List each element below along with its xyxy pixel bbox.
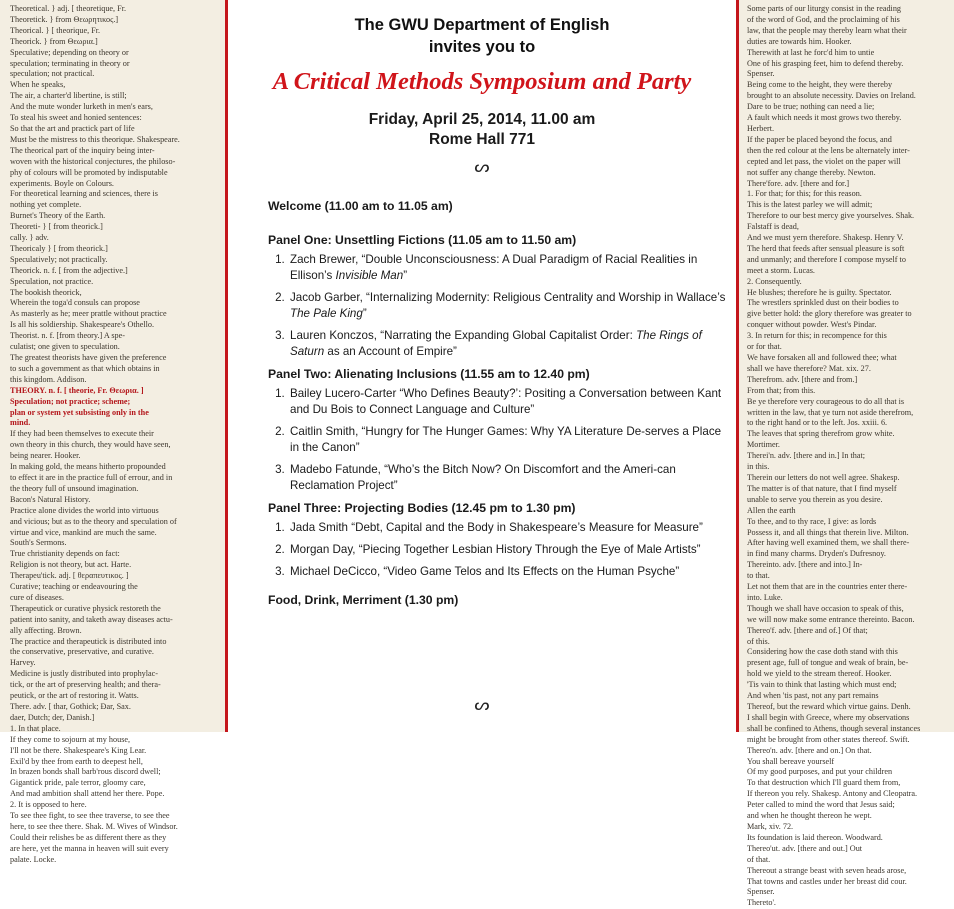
- dictionary-line: 'Tis vain to think that lasting which must end;: [747, 680, 897, 690]
- dictionary-line: then the red colour at the lens be alternately inter-: [747, 145, 910, 155]
- dictionary-line: virtue and vice, mankind are much the same.: [10, 527, 157, 537]
- dictionary-scan-left: [0, 0, 228, 864]
- dictionary-line: In brazen bonds shall barb'rous discord dwell;: [10, 767, 161, 777]
- dictionary-line: Spenser.: [747, 887, 775, 897]
- dictionary-line: Burnet's Theory of the Earth.: [10, 211, 106, 221]
- dictionary-line: 2. It is opposed to here.: [10, 800, 87, 810]
- dictionary-line: South's Sermons.: [10, 538, 67, 548]
- dictionary-line: The herd that feeds after sensual pleasure is soft: [747, 243, 905, 253]
- dictionary-line: Be ye therefore very courageous to do all that is: [747, 396, 905, 406]
- dictionary-line: Thereo'f. adv. [there and of.] Of that;: [747, 625, 868, 635]
- dictionary-line: The practice and therapeutick is distributed into: [10, 636, 167, 646]
- dictionary-line: Medicine is justly distributed into prophylac-: [10, 669, 159, 679]
- dictionary-line: Theoricaly } [ from theorick.]: [10, 243, 108, 253]
- dictionary-line: The bookish theorick,: [10, 287, 82, 297]
- dictionary-line: Harvey.: [10, 658, 36, 668]
- dictionary-line: The matter is of that nature, that I find myself: [747, 483, 897, 493]
- dictionary-line: this kingdom. Addison.: [10, 374, 87, 384]
- dictionary-line: written in the law, that ye turn not aside therefrom,: [747, 407, 914, 417]
- dictionary-line: Falstaff is dead,: [747, 222, 799, 232]
- talk-item: 3. Madebo Fatunde, “Who’s the Bitch Now? On Discomfort and the Ameri-can Reclamation Project”: [288, 462, 728, 494]
- dictionary-line: From that; from this.: [747, 385, 816, 395]
- dictionary-line: Its foundation is laid thereon. Woodward.: [747, 832, 883, 842]
- dictionary-line: Thereto'.: [747, 898, 776, 908]
- talk-list: [268, 252, 728, 360]
- dictionary-line: When he speaks,: [10, 80, 66, 90]
- invitation-header: [228, 14, 736, 174]
- dictionary-line: This is the latest parley we will admit;: [747, 200, 873, 210]
- dictionary-line: Must be the mistress to this theorique. Shakespeare.: [10, 134, 180, 144]
- dictionary-line: ally affecting. Brown.: [10, 625, 82, 635]
- dictionary-line: law, that the people may thereby learn what their: [747, 25, 907, 35]
- dictionary-line: own theory in this church, they would have seen,: [10, 440, 171, 450]
- dictionary-line: If they come to sojourn at my house,: [10, 734, 131, 744]
- dictionary-line: Speculative; depending on theory or: [10, 47, 129, 57]
- ornament-top-icon: ᔕ: [474, 157, 490, 176]
- dictionary-line: patient into sanity, and taketh away diseases actu-: [10, 614, 173, 624]
- dictionary-line: Theoretical. } adj. [ theoretique, Fr.: [10, 4, 127, 13]
- dictionary-line: to that.: [747, 571, 770, 581]
- dictionary-line: Theorical. } [ theorique, Fr.: [10, 25, 101, 35]
- dictionary-line: Thereof, but the reward which virtue gains. Denh.: [747, 702, 911, 711]
- panel-two: [268, 366, 728, 494]
- dictionary-line: I shall begin with Greece, where my observations: [747, 712, 910, 722]
- dictionary-line: There'fore. adv. [there and for.]: [747, 178, 850, 188]
- dictionary-line: Mortimer.: [747, 440, 780, 450]
- dictionary-line: For theoretical learning and sciences, there is: [10, 189, 158, 199]
- dictionary-line: hold we yield to the stream thereof. Hooker.: [747, 669, 892, 679]
- dictionary-line: Speculation; not practice; scheme;: [10, 396, 131, 406]
- dictionary-line: duties are towards him. Hooker.: [747, 36, 852, 46]
- dictionary-line: Theorist. n. f. [from theory.] A spe-: [10, 331, 125, 341]
- dictionary-line: You shall bereave yourself: [747, 756, 835, 766]
- dictionary-line: conquer without powder. West's Pindar.: [747, 320, 877, 330]
- dictionary-line: cally. } adv.: [10, 233, 49, 243]
- dictionary-line: Peter called to mind the word that Jesus said;: [747, 800, 895, 810]
- event-date: Friday, April 25, 2014, 11.00 am: [368, 111, 596, 128]
- panel-three: [268, 500, 728, 580]
- dictionary-line: 1. For that; for this; for this reason.: [747, 189, 862, 199]
- dictionary-line: shall we have therefore? Mat. xix. 27.: [747, 363, 871, 373]
- invite-line: invites you to: [428, 38, 536, 56]
- dictionary-line: meet a storm. Lucas.: [747, 265, 815, 275]
- dictionary-line: the conservative, preservative, and curative.: [10, 647, 154, 657]
- dictionary-text-left: [0, 0, 225, 866]
- dictionary-line: Therefrom. adv. [there and from.]: [747, 374, 858, 384]
- dictionary-line: 2. Consequently.: [747, 276, 802, 286]
- talk-item: 2. Morgan Day, “Piecing Together Lesbian History Through the Eye of Male Artists”: [288, 542, 728, 558]
- dictionary-line: speculation; terminating in theory or: [10, 58, 130, 68]
- talk-item: 1. Jada Smith “Debt, Capital and the Body in Shakespeare’s Measure for Measure”: [288, 520, 728, 536]
- dictionary-line: So that the art and practick part of life: [10, 123, 135, 133]
- dictionary-line: woven with the historical conjectures, the philoso-: [10, 156, 176, 166]
- dictionary-line: Speculation, not practice.: [10, 276, 94, 286]
- dictionary-line: in find many charms. Dryden's Dufresnoy.: [747, 549, 886, 559]
- dictionary-line: phy of colours will be promoted by indisputable: [10, 167, 168, 177]
- dictionary-line: That towns and castles under her breast did cour.: [747, 876, 907, 886]
- dictionary-line: To steal his sweet and honied sentences:: [10, 113, 142, 123]
- dictionary-line: Religion is not theory, but act. Harte.: [10, 560, 132, 570]
- dictionary-line: we will now make some entrance thereinto. Bacon.: [747, 614, 915, 624]
- dictionary-line: One of his grasping feet, him to defend thereby.: [747, 58, 904, 68]
- dictionary-line: To that destruction which I'll guard them from,: [747, 778, 901, 788]
- dictionary-line: Theorick. n. f. [ from the adjective.]: [10, 265, 128, 275]
- event-room: Rome Hall 771: [429, 131, 535, 148]
- dictionary-line: tick, or the art of preserving health; and thera-: [10, 680, 161, 690]
- dictionary-line: If they had been themselves to execute their: [10, 429, 154, 439]
- dictionary-line: unable to serve you therein as you desire.: [747, 494, 883, 504]
- dictionary-line: Mark, xiv. 72.: [747, 821, 794, 831]
- dictionary-line: I'll not be there. Shakespeare's King Lear.: [10, 745, 147, 755]
- dictionary-line: Exil'd by thee from earth to deepest hell,: [10, 756, 143, 766]
- ornament-bottom-icon: ᔕ: [474, 695, 490, 714]
- dictionary-line: 3. In return for this; in recompence for this: [747, 331, 887, 341]
- dictionary-line: Could their relishes be as different there as they: [10, 832, 167, 842]
- panel-heading: Panel Three: Projecting Bodies (12.45 pm to 1.30 pm): [268, 501, 576, 515]
- talk-item: 1. Zach Brewer, “Double Unconsciousness: A Dual Paradigm of Racial Realities in Ellison’s Invisible Man”: [288, 252, 728, 284]
- welcome-heading: Welcome (11.00 am to 11.05 am): [268, 199, 453, 213]
- dictionary-line: Dare to be true; nothing can need a lie;: [747, 102, 875, 112]
- event-title: A Critical Methods Symposium and Party: [272, 68, 692, 95]
- dictionary-line: cepted and let pass, the violet on the paper will: [747, 156, 901, 166]
- talk-item: 1. Bailey Lucero-Carter “Who Defines Beauty?’: Positing a Conversation between Kant and Du Bois to Connect Language and Culture”: [288, 386, 728, 418]
- dictionary-line: or for that.: [747, 342, 782, 352]
- dictionary-line: In making gold, the means hitherto propounded: [10, 462, 166, 472]
- dictionary-line: Is all his soldiership. Shakespeare's Othello.: [10, 320, 155, 330]
- dictionary-line: palate. Locke.: [10, 854, 57, 864]
- dictionary-text-right: [739, 0, 954, 909]
- talk-list: [268, 520, 728, 580]
- dictionary-line: Bacon's Natural History.: [10, 494, 91, 504]
- dictionary-line: Therefore to our best mercy give yourselves. Shak.: [747, 211, 915, 221]
- dictionary-line: There. adv. [ thar, Gothick; Ɖar, Sax.: [10, 702, 131, 711]
- dictionary-line: being nearer. Hooker.: [10, 451, 81, 461]
- dictionary-line: The leaves that spring therefrom grow white.: [747, 429, 895, 439]
- dictionary-line: to such a government as that which obtains in: [10, 363, 160, 373]
- host-line: The GWU Department of English: [354, 16, 610, 34]
- dictionary-line: Though we shall have occasion to speak of this,: [747, 603, 904, 613]
- dictionary-line: peutick, or the art of restoring it. Watts.: [10, 691, 139, 701]
- dictionary-line: A fault which needs it most grows two thereby.: [747, 113, 902, 123]
- dictionary-line: Therewith at last he forc'd him to untie: [747, 47, 875, 57]
- dictionary-line: give better hold: the glory therefore was greater to: [747, 309, 912, 319]
- dictionary-line: speculation; not practical.: [10, 69, 95, 79]
- talk-item: 3. Lauren Konczos, “Narrating the Expanding Global Capitalist Order: The Rings of Saturn as an Account of Empire”: [288, 328, 728, 360]
- dictionary-line: Theoreti- } [ from theorick.]: [10, 222, 103, 232]
- dictionary-line: If thereon you rely. Shakesp. Antony and Cleopatra.: [747, 789, 917, 799]
- talk-item: 2. Jacob Garber, “Internalizing Modernity: Religious Centrality and Worship in Wallace’s The Pale King”: [288, 290, 728, 322]
- dictionary-line: Possess it, and all things that therein live. Milton.: [747, 527, 909, 537]
- dictionary-line: Spenser.: [747, 69, 775, 79]
- dictionary-line: And when 'tis past, not any part remains: [747, 691, 879, 701]
- dictionary-line: and when he thought thereon he wept.: [747, 811, 872, 821]
- dictionary-line: True christianity depends on fact:: [10, 549, 120, 559]
- dictionary-scan-right: [736, 0, 954, 908]
- dictionary-line: And mad ambition shall attend her there. Pope.: [10, 789, 165, 799]
- dictionary-line: Herbert.: [747, 123, 775, 133]
- dictionary-line: To thee, and to thy race, I give: as lords: [747, 516, 877, 526]
- dictionary-line: Wherein the toga'd consuls can propose: [10, 298, 140, 308]
- dictionary-line: 1. In that place.: [10, 723, 61, 733]
- dictionary-line: the theory full of unsound imagination.: [10, 483, 139, 493]
- talk-item: 2. Caitlin Smith, “Hungry for The Hunger Games: Why YA Literature De-serves a Place in the Canon”: [288, 424, 728, 456]
- dictionary-line: Curative; teaching or endeavouring the: [10, 582, 138, 592]
- dictionary-line: To see thee fight, to see thee traverse, to see thee: [10, 811, 170, 821]
- dictionary-line: Therapeu'tick. adj. [ θεραπευτικος. ]: [10, 571, 129, 581]
- dictionary-line: Thereinto. adv. [there and into.] In-: [747, 560, 863, 570]
- dictionary-line: THEORY. n. f. [ theorie, Fr. Θεωρια. ]: [10, 385, 144, 395]
- panel-one: [268, 232, 728, 360]
- dictionary-line: plan or system yet subsisting only in the: [10, 407, 149, 417]
- dictionary-line: The air, a charter'd libertine, is still;: [10, 91, 127, 101]
- dictionary-line: to the right hand or to the left. Jos. xxiii. 6.: [747, 418, 888, 428]
- dictionary-line: and unmanly; and therefore I compose myself to: [747, 254, 906, 264]
- dictionary-line: Being come to the height, they were thereby: [747, 80, 893, 90]
- dictionary-line: nothing yet complete.: [10, 200, 82, 210]
- dictionary-line: Gigantick pride, pale terror, gloomy care,: [10, 778, 146, 788]
- dictionary-line: If the paper be placed beyond the focus, and: [747, 134, 892, 144]
- panel-heading: Panel One: Unsettling Fictions (11.05 am to 11.50 am): [268, 233, 577, 247]
- dictionary-line: Thereout a strange beast with seven heads arose,: [747, 865, 907, 875]
- dictionary-line: Theoretick. } from Θεωρητικος.]: [10, 14, 119, 24]
- dictionary-line: Thereo'n. adv. [there and on.] On that.: [747, 745, 872, 755]
- dictionary-line: in this.: [747, 462, 770, 472]
- dictionary-line: not suffer any change thereby. Newton.: [747, 167, 876, 177]
- dictionary-line: daer, Dutch; der, Danish.]: [10, 712, 95, 722]
- dictionary-line: of this.: [747, 636, 770, 646]
- talk-item: 3. Michael DeCicco, “Video Game Telos and Its Effects on the Human Psyche”: [288, 564, 728, 580]
- dictionary-line: of that.: [747, 854, 771, 864]
- dictionary-line: Practice alone divides the world into virtuous: [10, 505, 159, 515]
- talk-list: [268, 386, 728, 494]
- dictionary-line: Thereo'ut. adv. [there and out.] Out: [747, 843, 863, 853]
- closing-heading: Food, Drink, Merriment (1.30 pm): [268, 593, 459, 607]
- dictionary-line: We have forsaken all and followed thee; what: [747, 353, 897, 362]
- dictionary-line: brought to an absolute necessity. Davies on Ireland.: [747, 91, 916, 101]
- dictionary-line: to effect it are in the practice full of errour, and in: [10, 472, 173, 482]
- dictionary-line: shall be confined to Athens, though several instances: [747, 723, 921, 733]
- dictionary-line: cure of diseases.: [10, 592, 64, 602]
- dictionary-line: And the mute wonder lurketh in men's ears,: [10, 102, 153, 112]
- program: [268, 198, 728, 608]
- invitation: [228, 0, 736, 732]
- dictionary-line: Considering how the case doth stand with this: [747, 647, 898, 657]
- dictionary-line: Therei'n. adv. [there and in.] In that;: [747, 451, 866, 461]
- dictionary-line: Some parts of our liturgy consist in the reading: [747, 4, 902, 13]
- dictionary-line: are here, yet the manna in heaven will suit every: [10, 843, 169, 853]
- dictionary-line: here, to see thee there. Shak. M. Wives of Windsor.: [10, 821, 178, 831]
- dictionary-line: might be brought from other states thereof. Swift.: [747, 734, 910, 744]
- dictionary-line: Theorick. } from Θεωρια.]: [10, 36, 98, 46]
- dictionary-line: The greatest theorists have given the preference: [10, 353, 167, 362]
- dictionary-line: experiments. Boyle on Colours.: [10, 178, 114, 188]
- dictionary-line: The wrestlers sprinkled dust on their bodies to: [747, 298, 899, 308]
- panel-heading: Panel Two: Alienating Inclusions (11.55 am to 12.40 pm): [268, 367, 590, 381]
- dictionary-line: culatist; one given to speculation.: [10, 342, 120, 352]
- dictionary-line: Therapeutick or curative physick restoreth the: [10, 603, 161, 613]
- dictionary-line: Allen the earth: [747, 505, 796, 515]
- dictionary-line: mind.: [10, 418, 31, 428]
- dictionary-line: He blushes; therefore he is guilty. Spectator.: [747, 287, 892, 297]
- dictionary-line: Let not them that are in the countries enter there-: [747, 582, 908, 592]
- dictionary-line: Speculatively; not practically.: [10, 254, 108, 264]
- dictionary-line: of the word of God, and the proclaiming of his: [747, 14, 900, 24]
- dictionary-line: Therein our letters do not well agree. Shakesp.: [747, 472, 900, 482]
- dictionary-line: The theorical part of the inquiry being inter-: [10, 145, 155, 155]
- dictionary-line: As masterly as he; meer prattle without practice: [10, 309, 167, 319]
- dictionary-line: into. Luke.: [747, 592, 783, 602]
- dictionary-line: Of my good purposes, and put your children: [747, 767, 893, 777]
- dictionary-line: After having well examined them, we shall there-: [747, 538, 910, 548]
- dictionary-line: and vicious; but as to the theory and speculation of: [10, 516, 177, 526]
- dictionary-line: And we must yern therefore. Shakesp. Henry V.: [747, 233, 904, 243]
- dictionary-line: present age, full of tongue and weak of brain, be-: [747, 658, 909, 668]
